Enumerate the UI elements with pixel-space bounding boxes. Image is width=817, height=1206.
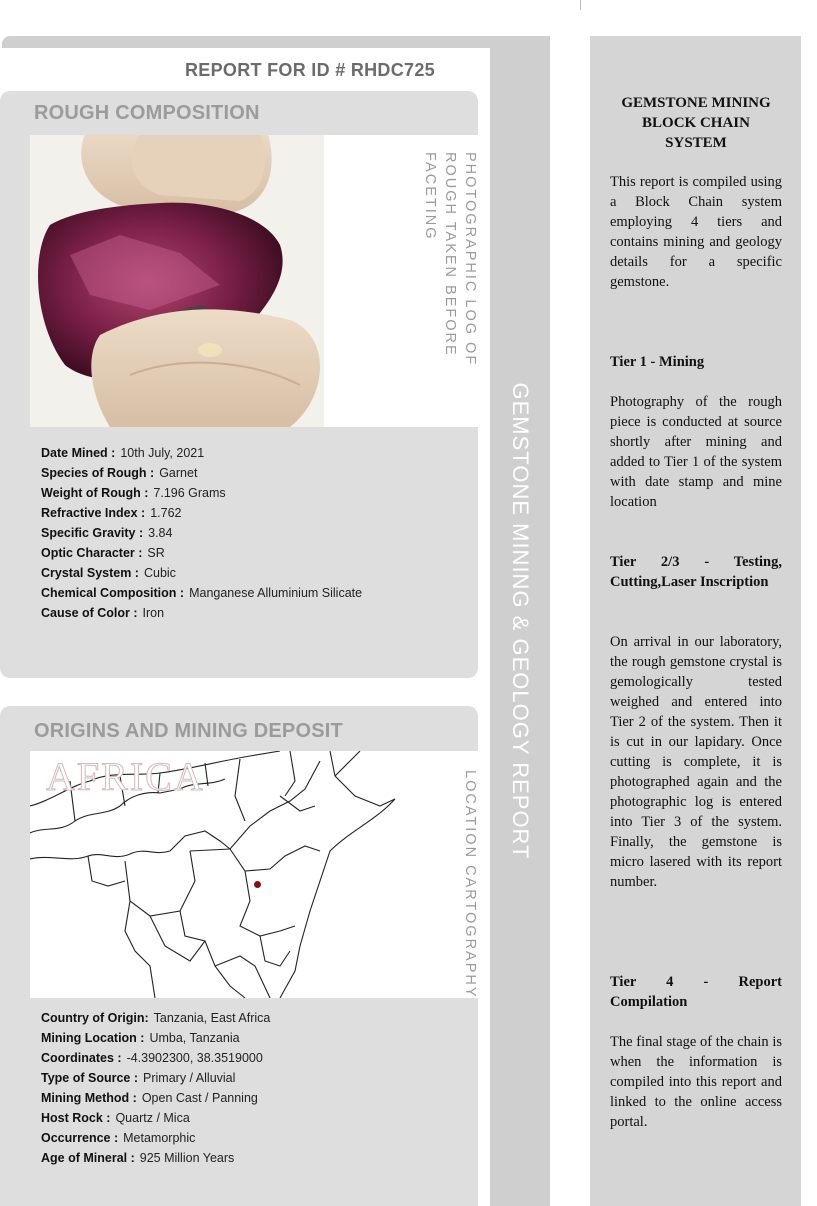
fact-row [41,583,362,603]
fact-value: Manganese Alluminium Silicate [189,586,363,600]
origin-facts-list [41,1008,270,1168]
fact-value: 7.196 Grams [153,486,226,500]
fact-label: Mining Method : [41,1091,137,1105]
fact-row [41,543,362,563]
fact-row [41,1008,270,1028]
fact-value: 1.762 [150,506,182,520]
map-region-label: AFRICA [46,754,205,799]
blockchain-intro: This report is compiled using a Block Chain system employing 4 tiers and contains mining and geology details for a specific gemstone. [610,174,782,290]
photo-caption: PHOTOGRAPHIC LOG OF ROUGH TAKEN BEFORE FACETING [422,152,478,367]
blockchain-info-panel [590,36,801,1206]
fact-value: 10th July, 2021 [120,446,205,460]
fact-value: 925 Million Years [139,1151,235,1165]
location-marker-icon [254,881,261,888]
side-band-title: GEMSTONE MINING & GEOLOGY REPORT [508,382,533,860]
side-band [490,36,550,1206]
fact-label: Optic Character : [41,546,143,560]
fact-value: Cubic [143,566,176,580]
fact-row [41,463,362,483]
fact-value: SR [147,546,165,560]
fact-label: Chemical Composition : [41,586,185,600]
blockchain-title: GEMSTONE MINING BLOCK CHAIN SYSTEM [621,95,771,151]
fact-row [41,1148,270,1168]
fact-value: Quartz / Mica [115,1111,190,1125]
fact-row [41,603,362,623]
fact-label: Type of Source : [41,1071,139,1085]
rough-gem-photo [30,135,324,427]
fact-label: Date Mined : [41,446,116,460]
fact-value: Tanzania, East Africa [153,1011,271,1025]
fact-value: Garnet [159,466,198,480]
tier1-body: Photography of the rough piece is conducted at source shortly after mining and added to Tier 1 of the system with date stamp and mine location [610,394,782,510]
fact-label: Weight of Rough : [41,486,149,500]
fact-row [41,563,362,583]
fact-label: Occurrence : [41,1131,119,1145]
tier1-heading: Tier 1 - Mining [610,354,705,370]
fact-row [41,483,362,503]
fact-label: Specific Gravity : [41,526,144,540]
fact-label: Species of Rough : [41,466,155,480]
fact-value: Open Cast / Panning [141,1091,258,1105]
rough-facts-list [41,443,362,623]
fact-value: Metamorphic [123,1131,196,1145]
fact-row [41,1028,270,1048]
fact-row [41,503,362,523]
origins-title: ORIGINS AND MINING DEPOSIT [34,720,343,742]
map-caption: LOCATION CARTOGRAPHY [462,770,478,999]
fact-value: Iron [142,606,165,620]
fact-label: Country of Origin: [41,1011,149,1025]
fact-label: Crystal System : [41,566,139,580]
tier23-body: On arrival in our laboratory, the rough gemstone crystal is gemologically tested weighed and entered into Tier 2 of the system. Then it is cut in our lapidary. Once cutting is complete, it is photographed again and the photographic log is entered into Tier 3 of the system. Finally, the gemstone is micro lasered with its report number. [610,634,782,890]
fact-value: -4.3902300, 38.3519000 [126,1051,263,1065]
rough-composition-title: ROUGH COMPOSITION [34,102,260,124]
tier4-heading: Tier 4 - Report Compilation [610,974,782,1010]
africa-map [30,751,425,998]
fact-label: Age of Mineral : [41,1151,135,1165]
tier4-body: The final stage of the chain is when the information is compiled into this report and linked to the online access portal. [610,1034,782,1130]
tier23-heading: Tier 2/3 - Testing, Cutting,Laser Inscription [610,554,782,590]
report-id: REPORT FOR ID # RHDC725 [185,60,435,80]
fact-value: 3.84 [148,526,173,540]
top-divider-tick [580,0,581,10]
fact-row [41,1088,270,1108]
fact-value: Primary / Alluvial [143,1071,236,1085]
fact-row [41,1048,270,1068]
fact-row [41,523,362,543]
fact-label: Mining Location : [41,1031,145,1045]
fact-label: Refractive Index : [41,506,146,520]
fact-label: Coordinates : [41,1051,122,1065]
fact-label: Host Rock : [41,1111,111,1125]
fact-label: Cause of Color : [41,606,138,620]
header-bar [2,36,550,48]
fact-row [41,1068,270,1088]
fact-value: Umba, Tanzania [149,1031,240,1045]
fact-row [41,1128,270,1148]
fact-row [41,443,362,463]
fact-row [41,1108,270,1128]
